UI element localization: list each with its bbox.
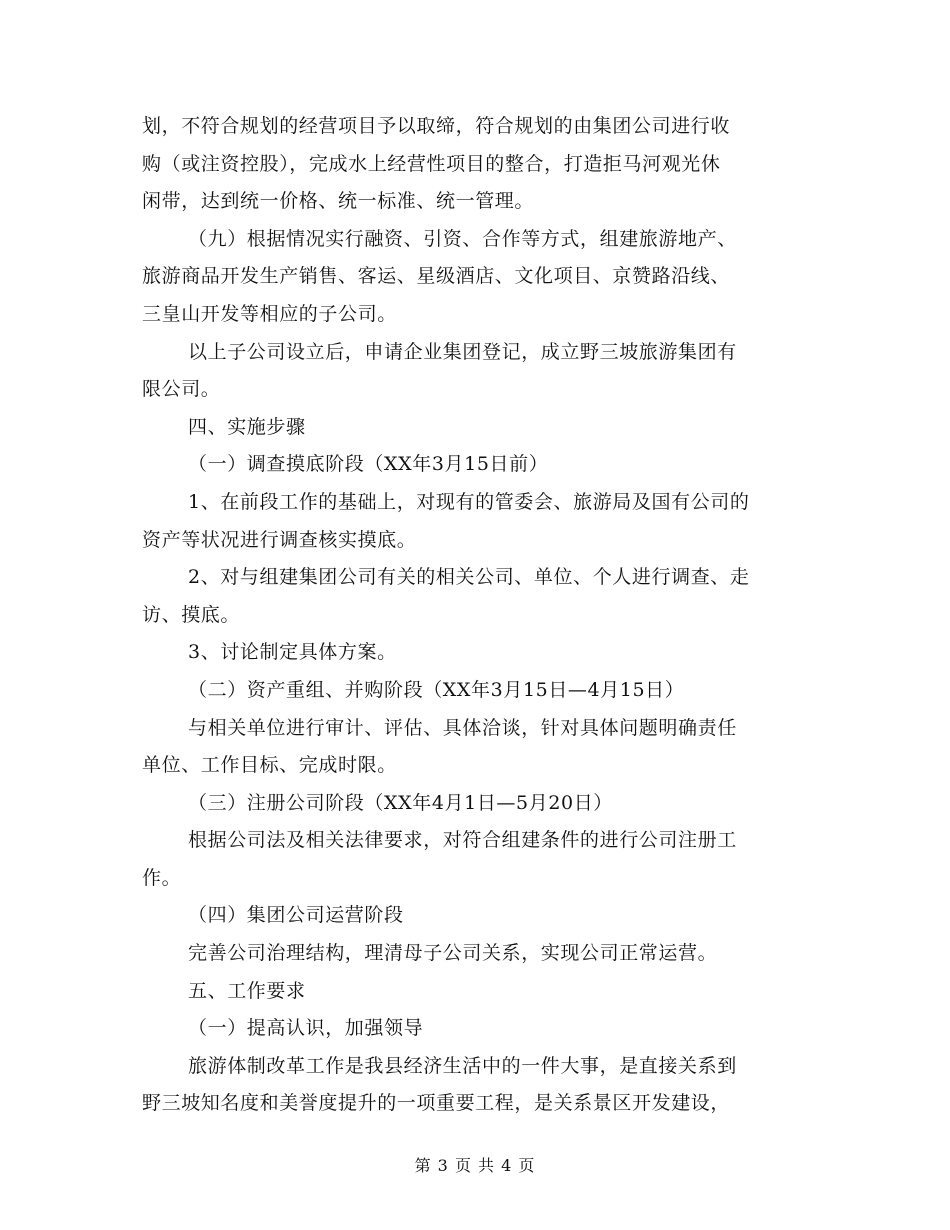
text-line: 购（或注资控股），完成水上经营性项目的整合，打造拒马河观光休 [142, 152, 721, 175]
text-line: 作。 [142, 866, 182, 889]
text-line: 单位、工作目标、完成时限。 [142, 754, 397, 777]
text-line: 根据公司法及相关法律要求，对符合组建条件的进行公司注册工 [188, 829, 737, 852]
text-line: （一）提高认识，加强领导 [188, 1017, 424, 1040]
text-line: 以上子公司设立后，申请企业集团登记，成立野三坡旅游集团有 [188, 340, 737, 363]
page-footer: 第 3 页 共 4 页 [414, 1156, 536, 1175]
text-line: 2、对与组建集团公司有关的相关公司、单位、个人进行调查、走 [188, 566, 750, 589]
text-line: 限公司。 [142, 378, 221, 401]
text-line: 三皇山开发等相应的子公司。 [142, 302, 397, 325]
text-line: 闲带，达到统一价格、统一标准、统一管理。 [142, 190, 535, 213]
text-line: （四）集团公司运营阶段 [188, 904, 404, 927]
text-line: （一）调查摸底阶段（XX年3月15日前） [188, 453, 549, 476]
document-body [142, 108, 807, 1123]
text-line: 访、摸底。 [142, 603, 241, 626]
text-line: 3、讨论制定具体方案。 [188, 641, 397, 664]
text-line: 四、实施步骤 [188, 415, 306, 438]
text-line: （二）资产重组、并购阶段（XX年3月15日—4月15日） [188, 678, 685, 701]
text-line: 完善公司治理结构，理清母子公司关系，实现公司正常运营。 [188, 942, 718, 965]
text-line: 五、工作要求 [188, 979, 306, 1002]
text-line: （三）注册公司阶段（XX年4月1日—5月20日） [188, 791, 613, 814]
text-line: 旅游商品开发生产销售、客运、星级酒店、文化项目、京赞路沿线、 [142, 265, 731, 288]
text-line: 资产等状况进行调查核实摸底。 [142, 528, 417, 551]
text-line: 与相关单位进行审计、评估、具体洽谈，针对具体问题明确责任 [188, 716, 737, 739]
text-line: 野三坡知名度和美誉度提升的一项重要工程，是关系景区开发建设， [142, 1092, 731, 1115]
text-line: 1、在前段工作的基础上，对现有的管委会、旅游局及国有公司的 [188, 490, 750, 513]
text-line: （九）根据情况实行融资、引资、合作等方式，组建旅游地产、 [188, 227, 737, 250]
text-line: 旅游体制改革工作是我县经济生活中的一件大事，是直接关系到 [188, 1054, 737, 1077]
text-line: 划，不符合规划的经营项目予以取缔，符合规划的由集团公司进行收 [142, 115, 731, 137]
